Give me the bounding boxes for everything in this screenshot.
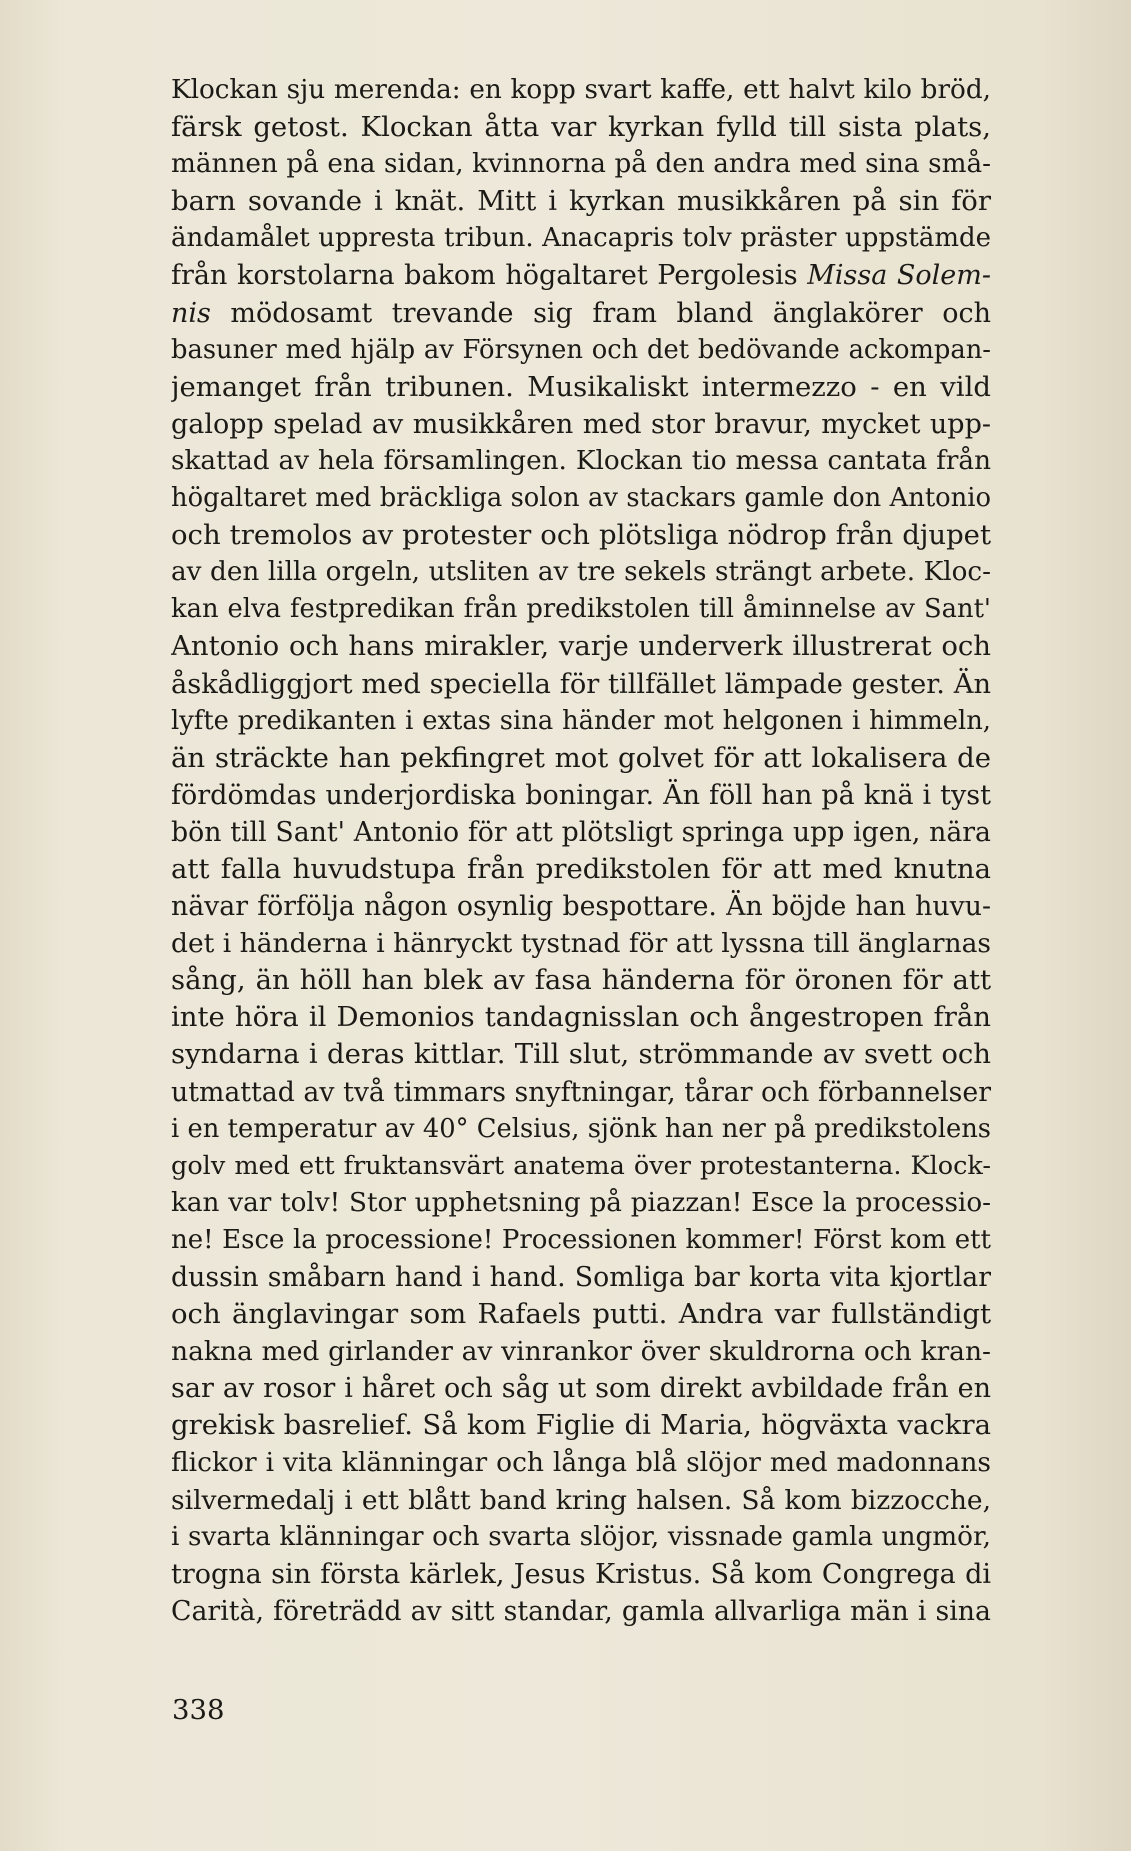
text-line: än sträckte han pekfingret mot golvet för att lokalisera de bbox=[171, 741, 991, 774]
text-line: färsk getost. Klockan åtta var kyrkan fylld till sista plats, bbox=[171, 111, 991, 144]
text-line: golv med ett fruktansvärt anatema över protestanterna. Klock- bbox=[171, 1150, 991, 1181]
text-line: fördömdas underjordiska boningar. Än föll han på knä i tyst bbox=[171, 779, 991, 811]
text-line: ne! Esce la processione! Processionen kommer! Först kom ett bbox=[171, 1224, 991, 1255]
text-line: ändamålet uppresta tribun. Anacapris tolv präster uppstämde bbox=[171, 223, 991, 254]
text-line: Klockan sju merenda: en kopp svart kaffe, ett halvt kilo bröd, bbox=[171, 75, 991, 105]
text-line: galopp spelad av musikkåren med stor bravur, mycket upp- bbox=[171, 408, 991, 440]
text-line: nis mödosamt trevande sig fram bland änglakörer och bbox=[171, 297, 991, 329]
text-line: basuner med hjälp av Försynen och det bedövande ackompan- bbox=[171, 334, 991, 365]
text-line: Carità, företrädd av sitt standar, gamla allvarliga män i sina bbox=[171, 1595, 991, 1627]
text-line: nävar förfölja någon osynlig bespottare. Än böjde han huvu- bbox=[171, 891, 991, 923]
text-line: högaltaret med bräckliga solon av stackars gamle don Antonio bbox=[171, 483, 991, 514]
text-line: inte höra il Demonios tandagnisslan och ångestropen från bbox=[171, 1001, 991, 1034]
text-line: Antonio och hans mirakler, varje underverk illustrerat och bbox=[171, 630, 991, 663]
text-line: i en temperatur av 40° Celsius, sjönk han ner på predikstolens bbox=[171, 1113, 991, 1144]
text-line: dussin småbarn hand i hand. Somliga bar korta vita kjortlar bbox=[171, 1262, 991, 1293]
text-line: grekisk basrelief. Så kom Figlie di Maria, högväxta vackra bbox=[171, 1409, 991, 1442]
text-line: lyfte predikanten i extas sina händer mot helgonen i himmeln, bbox=[171, 705, 991, 736]
text-line: nakna med girlander av vinrankor över skuldrorna och kran- bbox=[171, 1336, 991, 1368]
text-line: från korstolarna bakom högaltaret Pergolesis Missa Solem- bbox=[171, 260, 991, 292]
text-line: utmattad av två timmars snyftningar, tårar och förbannelser bbox=[171, 1076, 991, 1108]
text-line: sång, än höll han blek av fasa händerna för öronen för att bbox=[171, 964, 991, 997]
text-line: åskådliggjort med speciella för tillfället lämpade gester. Än bbox=[171, 668, 991, 700]
text-line: barn sovande i knät. Mitt i kyrkan musikkåren på sin för bbox=[171, 185, 991, 218]
text-line: det i händerna i hänryckt tystnad för att lyssna till änglarnas bbox=[171, 928, 991, 960]
text-line: syndarna i deras kittlar. Till slut, strömmande av svett och bbox=[171, 1038, 991, 1071]
page-number: 338 bbox=[172, 1694, 225, 1726]
text-line: männen på ena sidan, kvinnorna på den andra med sina små- bbox=[171, 149, 991, 180]
text-line: silvermedalj i ett blått band kring halsen. Så kom bizzocche, bbox=[171, 1484, 991, 1516]
text-line: flickor i vita klänningar och långa blå slöjor med madonnans bbox=[171, 1447, 991, 1479]
text-line: kan elva festpredikan från predikstolen till åminnelse av Sant' bbox=[171, 594, 991, 625]
text-line: av den lilla orgeln, utsliten av tre sekels strängt arbete. Kloc- bbox=[171, 557, 991, 588]
text-line: kan var tolv! Stor upphetsning på piazzan! Esce la processio- bbox=[171, 1187, 991, 1218]
text-line: och änglavingar som Rafaels putti. Andra var fullständigt bbox=[171, 1298, 991, 1331]
text-line: bön till Sant' Antonio för att plötsligt springa upp igen, nära bbox=[171, 816, 991, 848]
text-line: i svarta klänningar och svarta slöjor, vissnade gamla ungmör, bbox=[171, 1521, 991, 1552]
text-line: och tremolos av protester och plötsliga nödrop från djupet bbox=[171, 519, 991, 552]
text-line: jemanget från tribunen. Musikaliskt intermezzo - en vild bbox=[171, 370, 991, 403]
text-line: att falla huvudstupa från predikstolen för att med knutna bbox=[171, 852, 991, 885]
text-line: skattad av hela församlingen. Klockan tio messa cantata från bbox=[171, 445, 991, 476]
body-text bbox=[171, 72, 991, 1630]
text-line: trogna sin första kärlek, Jesus Kristus. Så kom Congrega di bbox=[171, 1558, 991, 1590]
text-line: sar av rosor i håret och såg ut som direkt avbildade från en bbox=[171, 1373, 991, 1405]
